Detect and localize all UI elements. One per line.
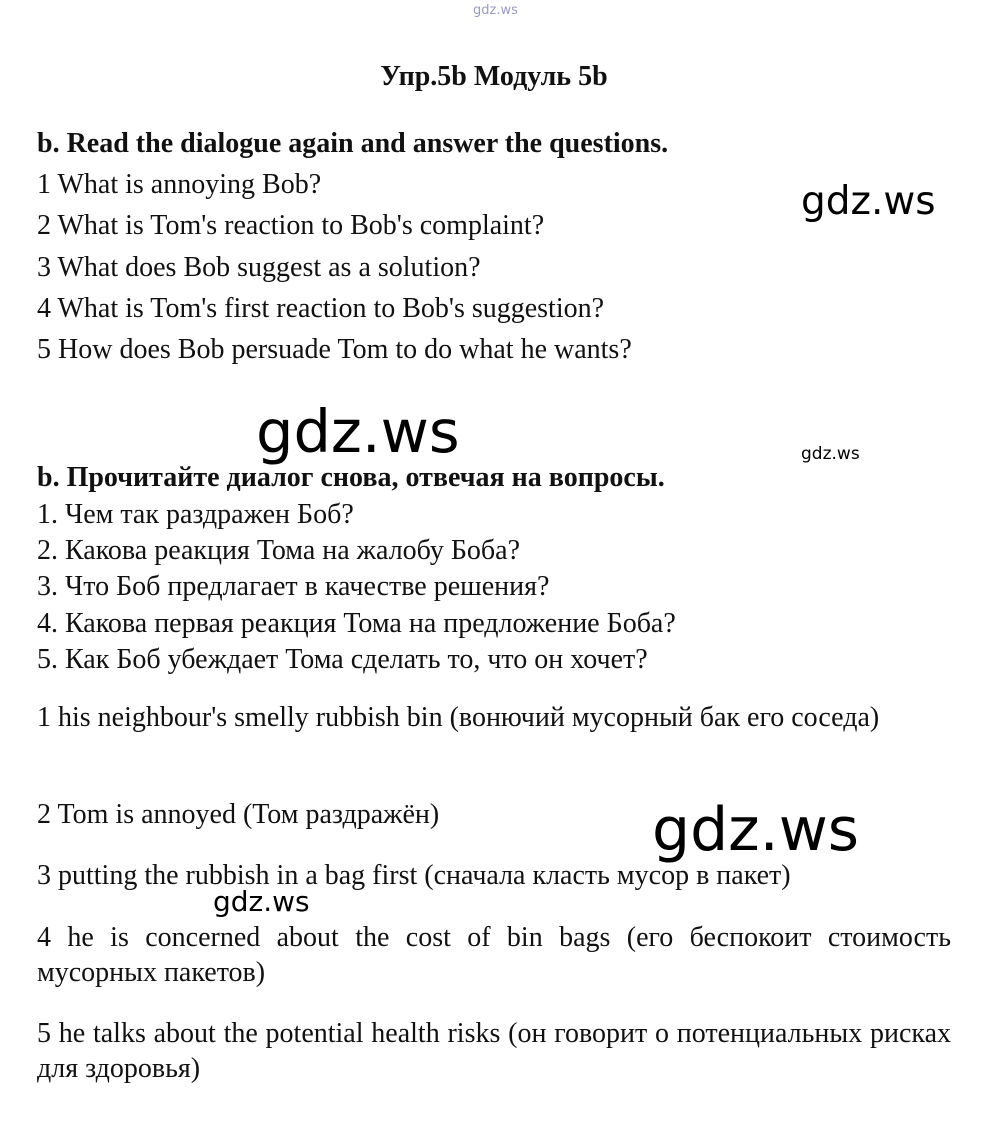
russian-question: 1. Чем так раздражен Боб?	[37, 499, 354, 530]
answer-2: 2 Tom is annoyed (Том раздражён)	[37, 799, 440, 830]
answer-3: 3 putting the rubbish in a bag first (сначала класть мусор в пакет)	[37, 860, 791, 891]
watermark-lower-large: gdz.ws	[652, 795, 860, 865]
russian-question: 5. Как Боб убеждает Тома сделать то, что он хочет?	[37, 643, 648, 675]
answer-1: 1 his neighbour's smelly rubbish bin (вонючий мусорный бак его соседа)	[37, 702, 880, 733]
english-question: 1 What is annoying Bob?	[37, 169, 322, 200]
page-title: Упр.5b Модуль 5b	[380, 61, 608, 92]
watermark-right-upper: gdz.ws	[801, 179, 936, 224]
watermark-lower-small: gdz.ws	[213, 885, 310, 918]
russian-heading: b. Прочитайте диалог снова, отвечая на вопросы.	[37, 462, 665, 493]
english-heading: b. Read the dialogue again and answer the questions.	[37, 128, 669, 159]
russian-question: 4. Какова первая реакция Тома на предложение Боба?	[37, 607, 676, 639]
watermark-center-large: gdz.ws	[256, 397, 460, 466]
russian-question: 2. Какова реакция Тома на жалобу Боба?	[37, 535, 521, 567]
english-question: 4 What is Tom's first reaction to Bob's suggestion?	[37, 292, 605, 324]
watermark-top: gdz.ws	[473, 3, 518, 18]
english-question: 3 What does Bob suggest as a solution?	[37, 251, 481, 283]
watermark-right-small: gdz.ws	[801, 444, 860, 464]
english-question-list	[37, 168, 632, 374]
russian-question: 3. Что Боб предлагает в качестве решения?	[37, 571, 550, 603]
english-question: 2 What is Tom's reaction to Bob's complaint?	[37, 210, 545, 242]
russian-question-list	[37, 498, 676, 679]
english-question: 5 How does Bob persuade Tom to do what he wants?	[37, 334, 632, 366]
answer-5: 5 he talks about the potential health risks (он говорит о потенциальных рисках для здоровья)	[37, 1018, 951, 1084]
answer-4: 4 he is concerned about the cost of bin bags (его беспокоит стоимость мусорных пакетов)	[37, 922, 951, 988]
